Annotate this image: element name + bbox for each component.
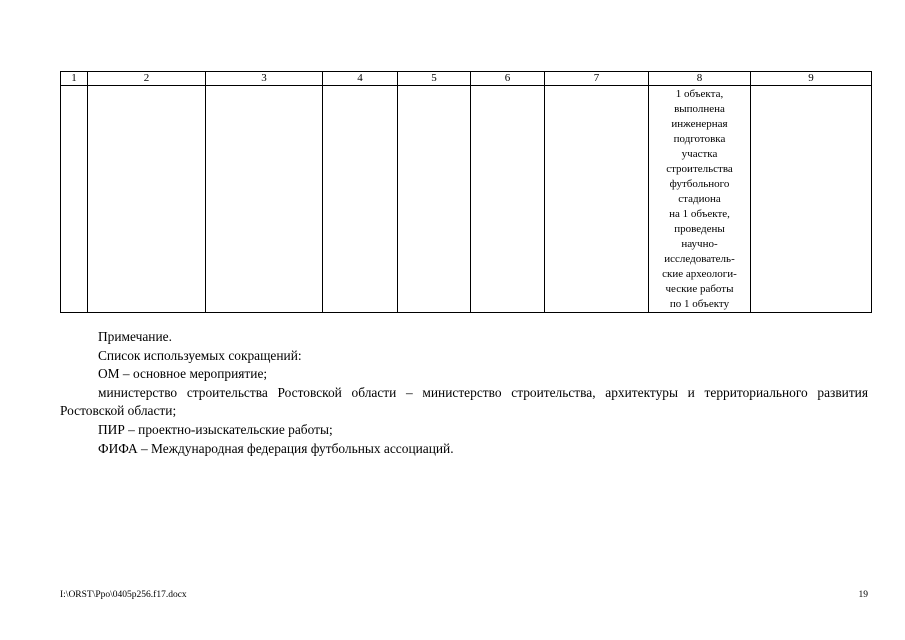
header-col-1: 1: [61, 72, 88, 86]
header-col-3: 3: [206, 72, 323, 86]
cell-line: 1 объекта,: [675, 88, 724, 100]
header-col-7: 7: [545, 72, 649, 86]
cell-col-8: [649, 86, 751, 313]
cell-line: футбольного: [669, 178, 730, 190]
cell-col-4: [323, 86, 398, 313]
cell-line: исследователь-: [664, 253, 735, 265]
cell-line: ские археологи-: [662, 268, 737, 280]
header-col-8: 8: [649, 72, 751, 86]
cell-line: стадиона: [678, 193, 721, 205]
cell-line: подготовка: [673, 133, 726, 145]
notes-section: [60, 328, 868, 458]
cell-col-2: [88, 86, 206, 313]
cell-col-6: [471, 86, 545, 313]
footer-file-path: I:\ORST\Ppo\0405p256.f17.docx: [60, 590, 187, 600]
cell-line: по 1 объекту: [669, 298, 730, 310]
cell-col-5: [398, 86, 471, 313]
header-col-9: 9: [751, 72, 872, 86]
abbreviation-item: министерство строительства Ростовской области – министерство строительства, архитектуры и территориального развития Ростовской области;: [60, 384, 868, 419]
cell-col-3: [206, 86, 323, 313]
cell-col-1: [61, 86, 88, 313]
header-col-6: 6: [471, 72, 545, 86]
cell-line: строительства: [666, 163, 733, 175]
table-row: [61, 86, 872, 313]
cell-line: научно-: [681, 238, 718, 250]
abbreviation-item: ОМ – основное мероприятие;: [98, 366, 268, 382]
cell-line: участка: [681, 148, 718, 160]
footer-page-number: 19: [858, 590, 868, 600]
header-col-5: 5: [398, 72, 471, 86]
header-col-2: 2: [88, 72, 206, 86]
notes-title: Примечание.: [98, 329, 172, 344]
abbreviation-item: ФИФА – Международная федерация футбольных ассоциаций.: [98, 440, 454, 456]
header-col-4: 4: [323, 72, 398, 86]
abbreviation-item: ПИР – проектно-изыскательские работы;: [98, 421, 333, 437]
cell-col-7: [545, 86, 649, 313]
cell-line: инженерная: [671, 118, 728, 130]
data-table: [60, 71, 872, 313]
abbreviations-heading: Список используемых сокращений:: [98, 347, 302, 363]
cell-line: проведены: [674, 223, 725, 235]
table-header-row: [61, 72, 872, 86]
cell-line: выполнена: [674, 103, 725, 115]
cell-col-9: [751, 86, 872, 313]
cell-line: ческие работы: [665, 283, 734, 295]
cell-line: на 1 объекте,: [669, 208, 730, 220]
